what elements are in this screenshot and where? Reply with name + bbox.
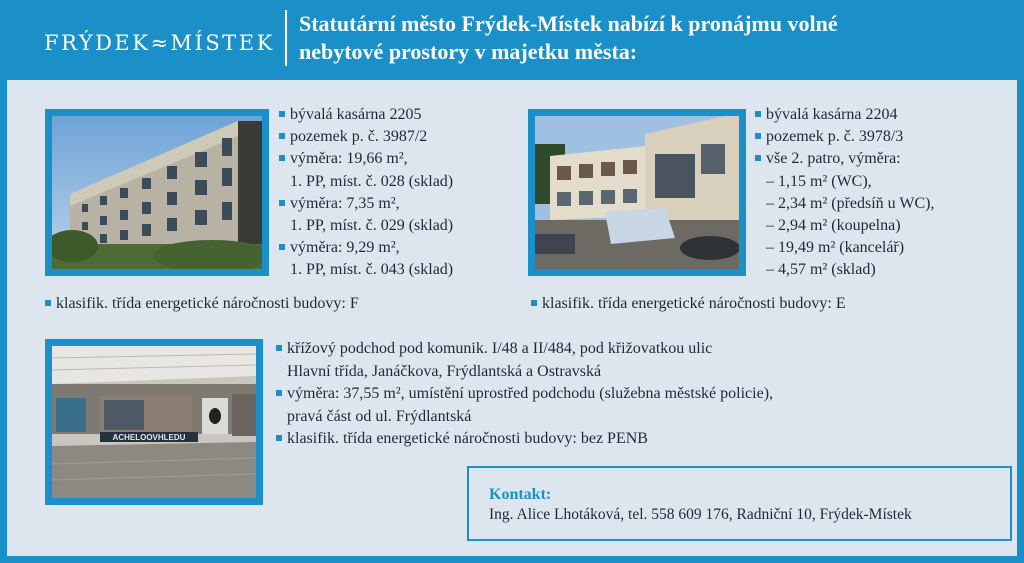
property3-location: křížový podchod pod komunik. I/48 a II/484, pod křižovatkou ulic: [276, 338, 773, 361]
contact-title: Kontakt:: [489, 486, 552, 503]
headline-line-1: Statutární město Frýdek-Místek nabízí k pronájmu volné: [299, 11, 838, 36]
property3-photo: [45, 339, 263, 505]
property2-area-wc: – 1,15 m² (WC),: [766, 172, 872, 190]
property2-parcel: pozemek p. č. 3978/3: [755, 126, 934, 148]
property1-name: bývalá kasárna 2205: [279, 104, 453, 126]
property1-parcel: pozemek p. č. 3987/2: [279, 126, 453, 148]
property1-area-2-detail: 1. PP, míst. č. 029 (sklad): [290, 217, 454, 235]
property2-energy-class: klasifik. třída energetické náročnosti budovy: E: [531, 293, 846, 315]
property1-details: [279, 104, 453, 282]
property3-area-detail: pravá část od ul. Frýdlantská: [287, 407, 472, 425]
header: [0, 0, 1024, 74]
headline-line-2: nebytové prostory v majetku města:: [299, 39, 638, 64]
property2-area-header: vše 2. patro, výměra:: [755, 148, 934, 170]
page-title: [299, 10, 1009, 66]
property1-area-1-detail: 1. PP, míst. č. 028 (sklad): [290, 172, 454, 190]
property2-photo: [528, 109, 746, 276]
property2-area-bathroom: – 2,94 m² (koupelna): [766, 217, 901, 235]
header-divider: [285, 10, 287, 66]
property2-area-storage: – 4,57 m² (sklad): [766, 261, 876, 279]
property2-area-office: – 19,49 m² (kancelář): [766, 239, 905, 257]
property1-photo: [45, 109, 269, 276]
property3-details: [276, 338, 773, 451]
contact-details: Ing. Alice Lhotáková, tel. 558 609 176, Radniční 10, Frýdek-Místek: [489, 506, 912, 523]
property1-area-3-detail: 1. PP, míst. č. 043 (sklad): [290, 261, 454, 279]
property1-area-2: výměra: 7,35 m²,: [279, 193, 453, 215]
property3-energy-class: klasifik. třída energetické náročnosti budovy: bez PENB: [276, 428, 773, 451]
property1-area-1: výměra: 19,66 m²,: [279, 148, 453, 170]
property2-area-hall: – 2,34 m² (předsíň u WC),: [766, 194, 935, 212]
property1-area-3: výměra: 9,29 m²,: [279, 237, 453, 259]
property1-energy-class: klasifik. třída energetické náročnosti budovy: F: [45, 293, 359, 315]
contact-box: [467, 466, 1012, 541]
city-logo: FRÝDEK≈MÍSTEK: [44, 31, 275, 55]
property3-photo-sign: ACHELOOVHLEDU: [112, 433, 186, 442]
property2-name: bývalá kasárna 2204: [755, 104, 934, 126]
property2-details: [755, 104, 934, 282]
property3-location-detail: Hlavní třída, Janáčkova, Frýdlantská a Ostravská: [287, 362, 602, 380]
property3-area: výměra: 37,55 m², umístění uprostřed podchodu (služebna městské policie),: [276, 383, 773, 406]
